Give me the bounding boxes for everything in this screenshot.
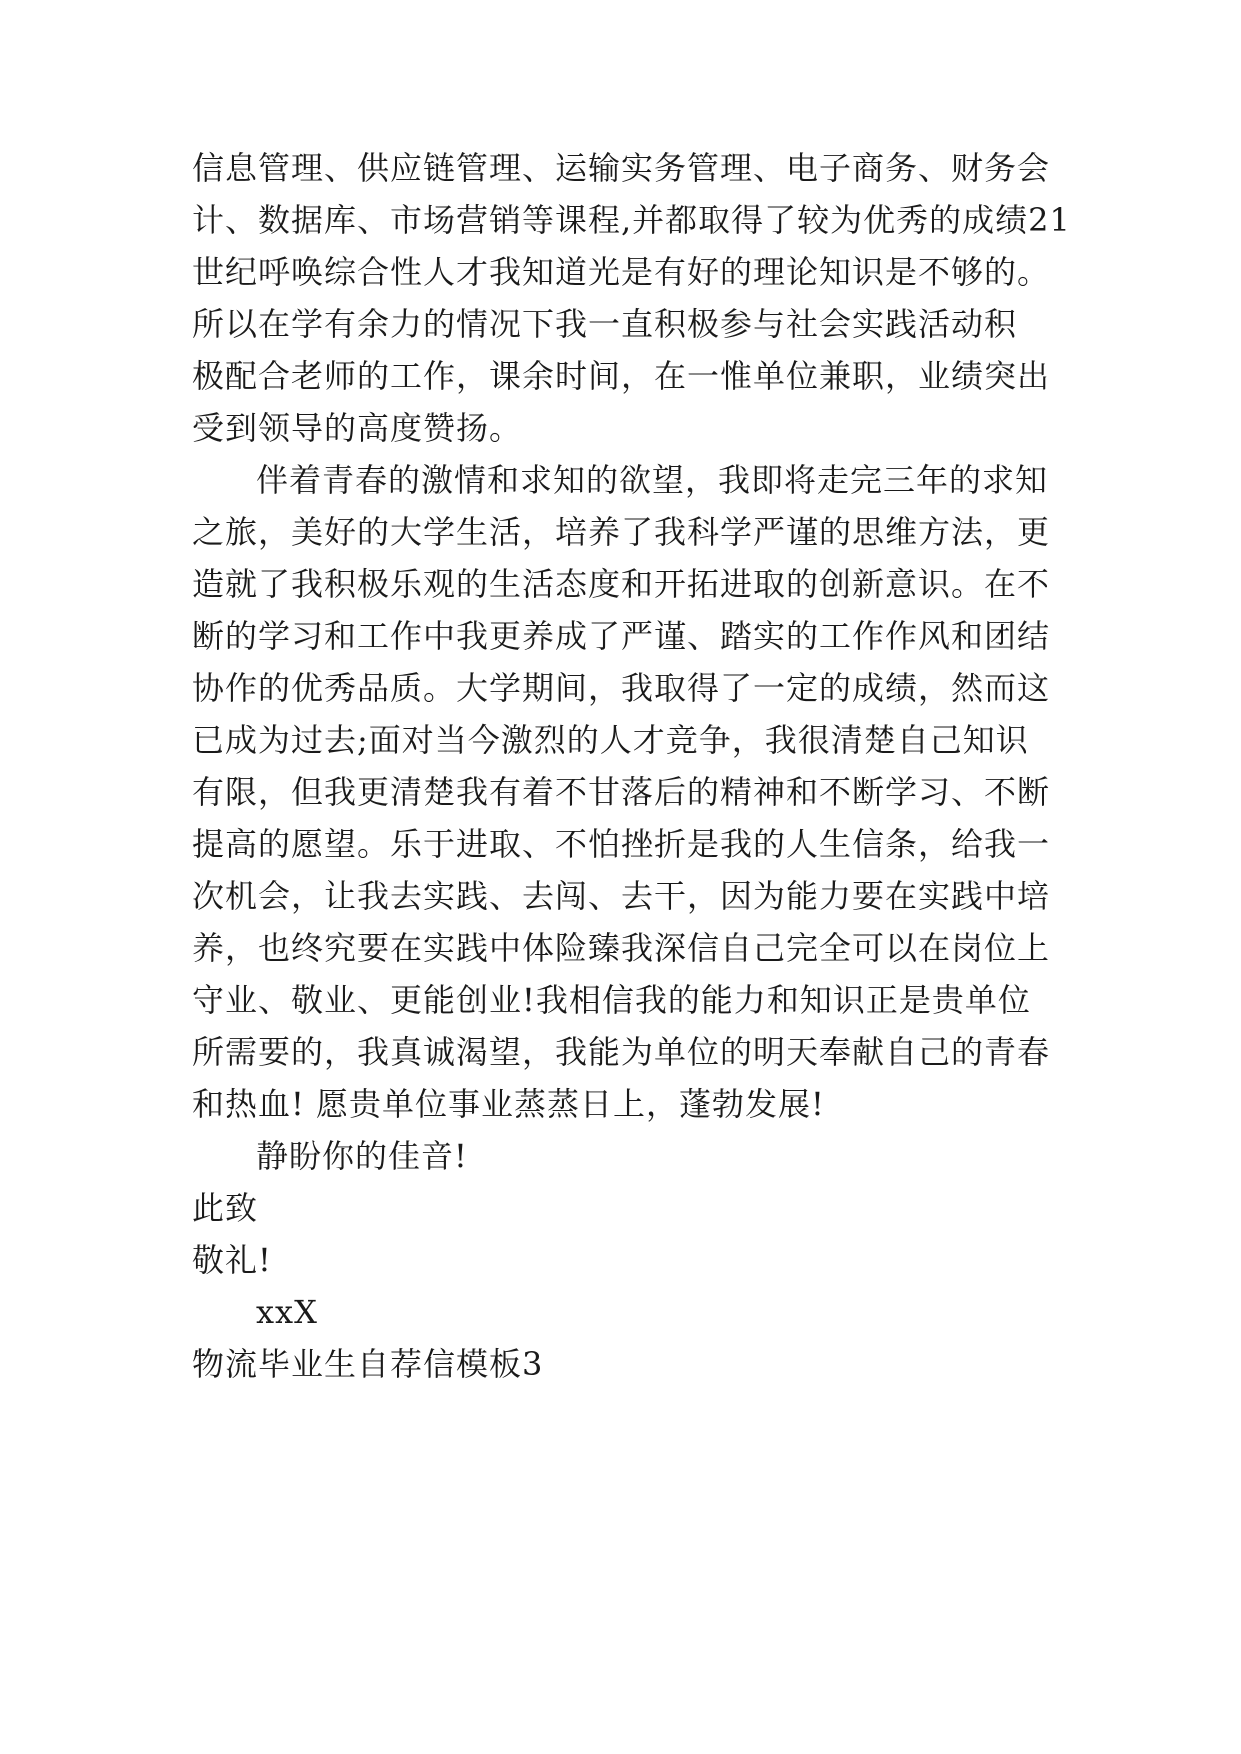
paragraph-2-line-7: 有限，但我更清楚我有着不甘落后的精神和不断学习、不断 [192,773,1051,811]
signature: xxX [256,1293,318,1331]
paragraph-2-line-4: 断的学习和工作中我更养成了严谨、踏实的工作作风和团结 [192,617,1051,655]
paragraph-1-line-2: 计、数据库、市场营销等课程,并都取得了较为优秀的成绩21 [192,201,1071,239]
paragraph-2-line-8: 提高的愿望。乐于进取、不怕挫折是我的人生信条，给我一 [192,825,1051,863]
paragraph-2-line-13: 和热血! 愿贵单位事业蒸蒸日上，蓬勃发展! [192,1085,825,1123]
closing-wish: 静盼你的佳音! [256,1137,468,1175]
paragraph-1-line-1: 信息管理、供应链管理、运输实务管理、电子商务、财务会 [192,149,1051,187]
paragraph-2-line-3: 造就了我积极乐观的生活态度和开拓进取的创新意识。在不 [192,565,1051,603]
paragraph-2-line-6: 已成为过去;面对当今激烈的人才竞争，我很清楚自己知识 [192,721,1029,759]
paragraph-1-line-3: 世纪呼唤综合性人才我知道光是有好的理论知识是不够的。 [192,253,1051,291]
paragraph-2-line-11: 守业、敬业、更能创业!我相信我的能力和知识正是贵单位 [192,981,1031,1019]
salutation-line-2: 敬礼! [192,1241,272,1279]
paragraph-2-line-5: 协作的优秀品质。大学期间，我取得了一定的成绩，然而这 [192,669,1051,707]
paragraph-1-line-6: 受到领导的高度赞扬。 [192,409,523,447]
paragraph-2-line-2: 之旅，美好的大学生活，培养了我科学严谨的思维方法，更 [192,513,1051,551]
paragraph-1-line-4: 所以在学有余力的情况下我一直积极参与社会实践活动积 [192,305,1018,343]
next-section-title: 物流毕业生自荐信模板3 [192,1345,544,1383]
salutation-line-1: 此致 [192,1189,259,1227]
paragraph-2-line-10: 养，也终究要在实践中体险臻我深信自己完全可以在岗位上 [192,929,1051,967]
paragraph-2-line-9: 次机会，让我去实践、去闯、去干，因为能力要在实践中培 [192,877,1051,915]
paragraph-2-line-12: 所需要的，我真诚渴望，我能为单位的明天奉献自己的青春 [192,1033,1051,1071]
paragraph-2-line-1: 伴着青春的激情和求知的欲望，我即将走完三年的求知 [256,461,1049,499]
paragraph-1-line-5: 极配合老师的工作，课余时间，在一惟单位兼职，业绩突出 [192,357,1051,395]
